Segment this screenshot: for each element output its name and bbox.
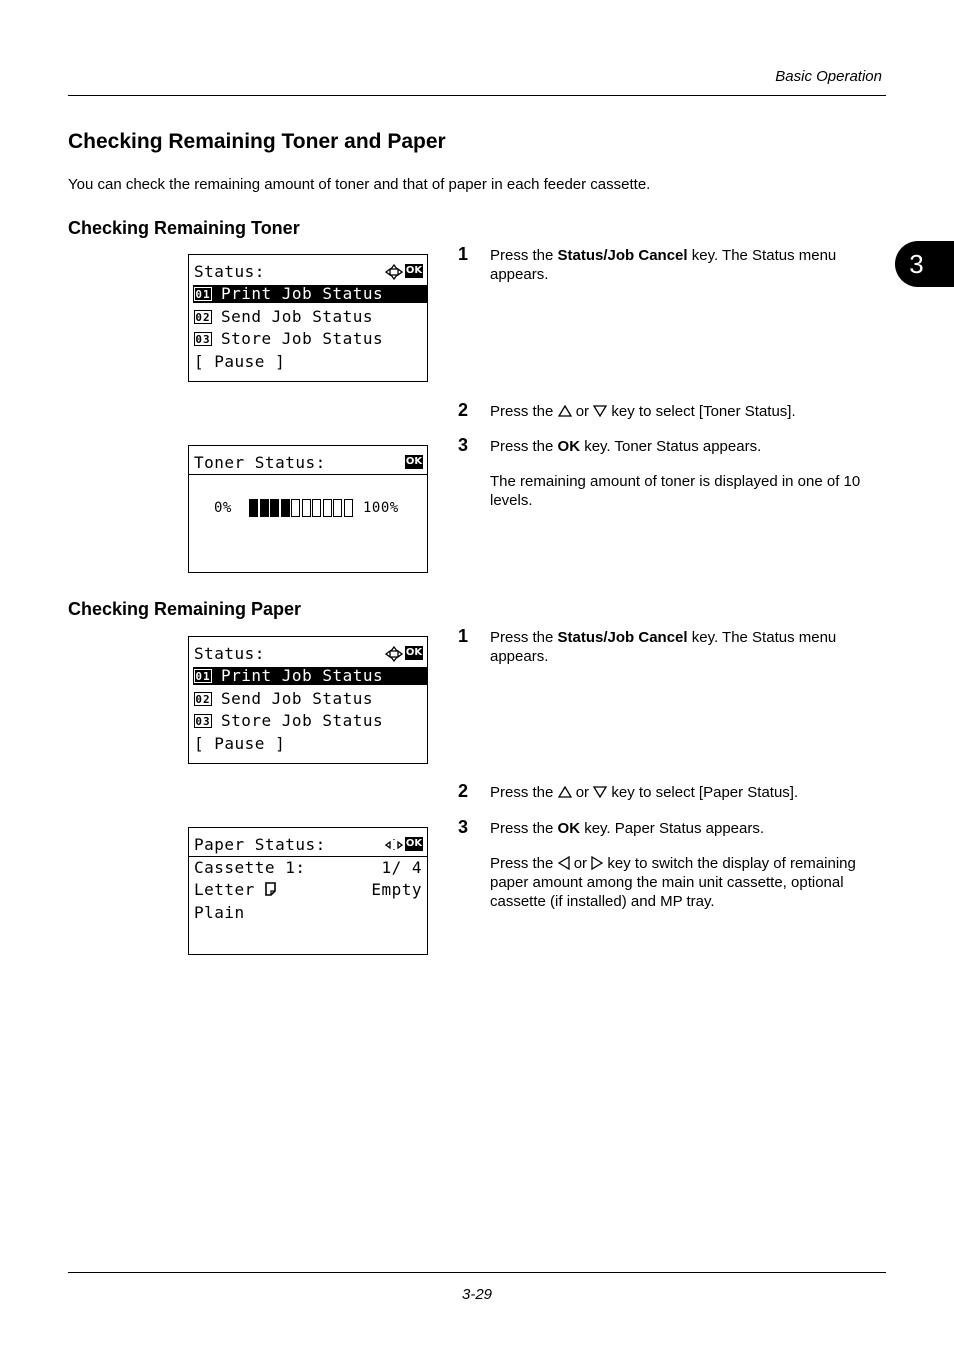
running-header: Basic Operation — [775, 68, 882, 85]
screen-divider — [189, 474, 427, 475]
left-triangle-icon — [558, 856, 570, 870]
footer-rule — [68, 1272, 886, 1273]
right-triangle-icon — [591, 856, 603, 870]
screen-title: Status: — [194, 644, 265, 663]
step-note: The remaining amount of toner is displayed in one of 10 levels. — [490, 473, 861, 509]
cross-key-icon — [385, 264, 403, 280]
toner-min-label: 0% — [214, 500, 232, 516]
intro-text: You can check the remaining amount of toner and that of paper in each feeder cassette. — [68, 176, 651, 193]
step-text: Press the Status/Job Cancel key. The Status menu appears. — [490, 629, 837, 665]
step-number: 2 — [458, 781, 469, 801]
number-badge: 03 — [195, 714, 211, 728]
number-badge: 02 — [195, 310, 211, 324]
step-text: Press the OK key. Paper Status appears. — [490, 820, 765, 837]
step-number: 3 — [458, 435, 469, 455]
paper-size: Letter — [194, 880, 276, 900]
toner-status-screen — [188, 445, 428, 573]
status-screen-paper — [188, 636, 428, 764]
paper-orientation-icon — [265, 882, 276, 896]
menu-item-print-job-status: 01 Print Job Status — [195, 666, 384, 685]
menu-item-print-job-status: 01 Print Job Status — [195, 284, 384, 303]
toner-level-segment — [344, 499, 353, 517]
screen-divider — [189, 856, 427, 857]
toner-level-segment — [270, 499, 279, 517]
toner-level-segment — [323, 499, 332, 517]
toner-level-bar — [249, 499, 354, 517]
step-note: Press the or key to switch the display of remaining paper amount among the main unit cassette, optional cassette (if installed) and MP tray. — [490, 855, 856, 910]
ok-icon: OK — [405, 456, 423, 467]
step-number: 3 — [458, 817, 469, 837]
down-triangle-icon — [593, 786, 607, 798]
screen-title: Toner Status: — [194, 453, 326, 472]
step-number: 1 — [458, 626, 469, 646]
paper-heading: Checking Remaining Paper — [68, 599, 302, 619]
step-number: 1 — [458, 244, 469, 264]
menu-item-store-job-status: 03 Store Job Status — [195, 329, 384, 348]
status-screen-toner — [188, 254, 428, 382]
toner-level-segment — [291, 499, 300, 517]
number-badge: 03 — [195, 332, 211, 346]
toner-level-segment — [249, 499, 258, 517]
up-triangle-icon — [558, 786, 572, 798]
cassette-page-indicator: 1/ 4 — [381, 858, 422, 877]
toner-heading: Checking Remaining Toner — [68, 218, 300, 238]
step-text: Press the Status/Job Cancel key. The Status menu appears. — [490, 247, 837, 283]
number-badge: 01 — [195, 287, 211, 301]
pause-item: [ Pause ] — [194, 352, 286, 371]
cassette-label: Cassette 1: — [194, 858, 306, 877]
header-rule — [68, 95, 886, 96]
menu-item-send-job-status: 02 Send Job Status — [195, 307, 373, 326]
step-text: Press the or key to select [Paper Status]. — [490, 784, 799, 801]
cross-key-icon — [385, 646, 403, 662]
menu-item-store-job-status: 03 Store Job Status — [195, 711, 384, 730]
toner-level-segment — [302, 499, 311, 517]
toner-level-segment — [281, 499, 290, 517]
page-number: 3-29 — [461, 1286, 493, 1303]
toner-max-label: 100% — [363, 500, 399, 516]
screen-title: Status: — [194, 262, 265, 281]
left-right-key-icon — [385, 837, 403, 853]
paper-status-screen — [188, 827, 428, 955]
ok-icon: OK — [405, 647, 423, 658]
step-text: Press the OK key. Toner Status appears. — [490, 438, 762, 455]
paper-type: Plain — [194, 903, 245, 922]
toner-level-segment — [333, 499, 342, 517]
ok-icon: OK — [405, 265, 423, 276]
menu-item-send-job-status: 02 Send Job Status — [195, 689, 373, 708]
toner-level-segment — [260, 499, 269, 517]
step-number: 2 — [458, 400, 469, 420]
pause-item: [ Pause ] — [194, 734, 286, 753]
page-title: Checking Remaining Toner and Paper — [68, 130, 446, 153]
paper-amount: Empty — [371, 880, 422, 899]
toner-level-segment — [312, 499, 321, 517]
chapter-tab: 3 — [895, 241, 954, 287]
up-triangle-icon — [558, 405, 572, 417]
screen-title: Paper Status: — [194, 835, 326, 854]
number-badge: 01 — [195, 669, 211, 683]
ok-icon: OK — [405, 838, 423, 849]
number-badge: 02 — [195, 692, 211, 706]
down-triangle-icon — [593, 405, 607, 417]
step-text: Press the or key to select [Toner Status]. — [490, 403, 796, 420]
